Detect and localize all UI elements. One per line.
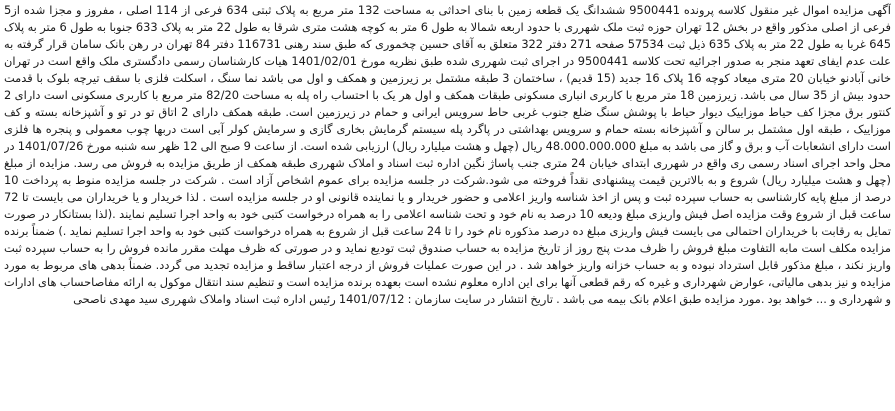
notice-body-text: آگهی مزایده اموال غیر منقول کلاسه پرونده 9500441 ششدانگ یک قطعه زمین با بنای احداثی به مساحت 132 متر مربع به پلاک ثبتی 634 فرعی از 114 اصلی ، مفروز و مجزا شده از5 فرعی از اصلی مذکور واقع در بخش 12 تهران حوزه ثبت ملک شهرری با حدود اربعه شمالا به طول 6 متر به کوچه هشت متری شرقا به طول 22 متر به پلاک 633 جنوبا به طول 6 متر به پلاک 645 غربا به طول 22 متر به پلاک 635 ذیل ثبت 57534 صفحه 271 دفتر 322 متعلق به آقای حسین چخموری که طبق سند رهنی 116731 دفتر 84 تهران در رهن بانک سامان قرار گرفته به علت عدم ایفای تعهد منجر به صدور اجرائیه تحت کلاسه 9500441 در اجرای ثبت شهرری شده طبق نظریه مورخ 1401/02/01 هیات کارشناسان رسمی دادگستری ملک واقع است در تهران خانی آبادنو خیابان 20 متری میعاد کوچه 16 پلاک 16 جدید (15 قدیم) ، ساختمان 3 طبقه مشتمل بر زیرزمین و همکف و اول می باشد نما سنگ ، اسکلت فلزی با سقف تیرچه بلوک با قدمت حدود بیش از 35 سال می باشد. زیرزمین 18 متر مربع با کاربری انباری مسکونی طبقات همکف و اول هر یک با احتساب راه پله به مساحت 82/20 متر مربع با کاربری مسکونی است دارای 2 کنتور برق مجزا کف حیاط موزاییک دیوار حیاط با پوشش سنگ ضلع جنوب غربی حاط سرویس ایرانی و حمام در زیرزمین است. طبقه همکف دارای 2 اتاق تو در تو و آشپزخانه بسته و کف موزاییک ، طبقه اول مشتمل بر سالن و آشپزخانه بسته حمام و سرویس بهداشتی در پاگرد پله سیستم گرمایش بخاری گازی و سرمایش کولر آبی است دربها چوب معمولی و پنجره ها فلزی است دارای انشعابات آب و برق و گاز می باشد به مبلغ 48.000.000.000 ریال (چهل و هشت میلیارد ریال) ارزیابی شده است. از ساعت 9 صبح الی 12 ظهر سه شنبه مورخ 1401/07/26 در محل واحد اجرای اسناد رسمی ری واقع در شهرری ابتدای خیابان 24 متری جنب پاساژ نگین اداره ثبت اسناد و املاک شهرری طبقه همکف از طریق مزایده به فروش می رسد. مزایده از مبلغ (چهل و هشت میلیارد ریال) شروع و به بالاترین قیمت پیشنهادی نقداً فروخته می شود.شرکت در جلسه مزایده برای عموم اشخاص آزاد است . شرکت در جلسه مزایده منوط به پرداخت 10 درصد از مبلغ پایه کارشناسی به حساب سپرده ثبت و پس از اخذ شناسه واریز اعلامی و حضور خریدار و یا نماینده قانونی او در جلسه مزایده است . لذا خریدار و یا خریداران می بایست تا 72 ساعت قبل از شروع وقت مزایده اصل فیش واریزی مبلغ ودیعه 10 درصد به نام خود و تحت شناسه اعلامی را به همراه درخواست کتبی خود به واحد اجرا تسلیم نمایند .(لذا بستانکار در صورت تمایل به رقابت با خریداران احتمالی می بایست فیش واریزی مبلغ ده درصد مذکوره نام خود را تا 24 ساعت قبل از شروع به همراه درخواست کتبی خود به واحد اجرا تسلیم نماید .) ضمناً برنده مزایده مکلف است مابه التفاوت مبلغ فروش را ظرف مدت پنج روز از تاریخ مزایده به حساب صندوق ثبت تودیع نماید و در صورتی که ظرف مهلت مقرر مانده فروش را به حساب سپرده ثبت واریز نکند ، مبلغ مذکور قابل استرداد نبوده و به حساب خزانه واریز خواهد شد . در این صورت عملیات فروش از درجه اعتبار ساقط و مزایده تجدید می گردد. ضمناً بدهی های مربوط به مورد مزایده و نیز بدهی مالیاتی، عوارض شهرداری و غیره که رقم قطعی آنها برای این اداره معلوم نشده است بعهده برنده مزایده است و تنظیم سند انتقال موکول به ارائه مفاصاحساب های ادارات و شهرداری و ... خواهد بود .مورد مزایده طبق اعلام بانک بیمه می باشد . تاریخ انتشار در سایت سازمان : 1401/07/12 رئیس اداره ثبت اسناد واملاک شهرری سید مهدی ناصحی: [4, 3, 891, 306]
auction-notice: [4, 2, 891, 409]
